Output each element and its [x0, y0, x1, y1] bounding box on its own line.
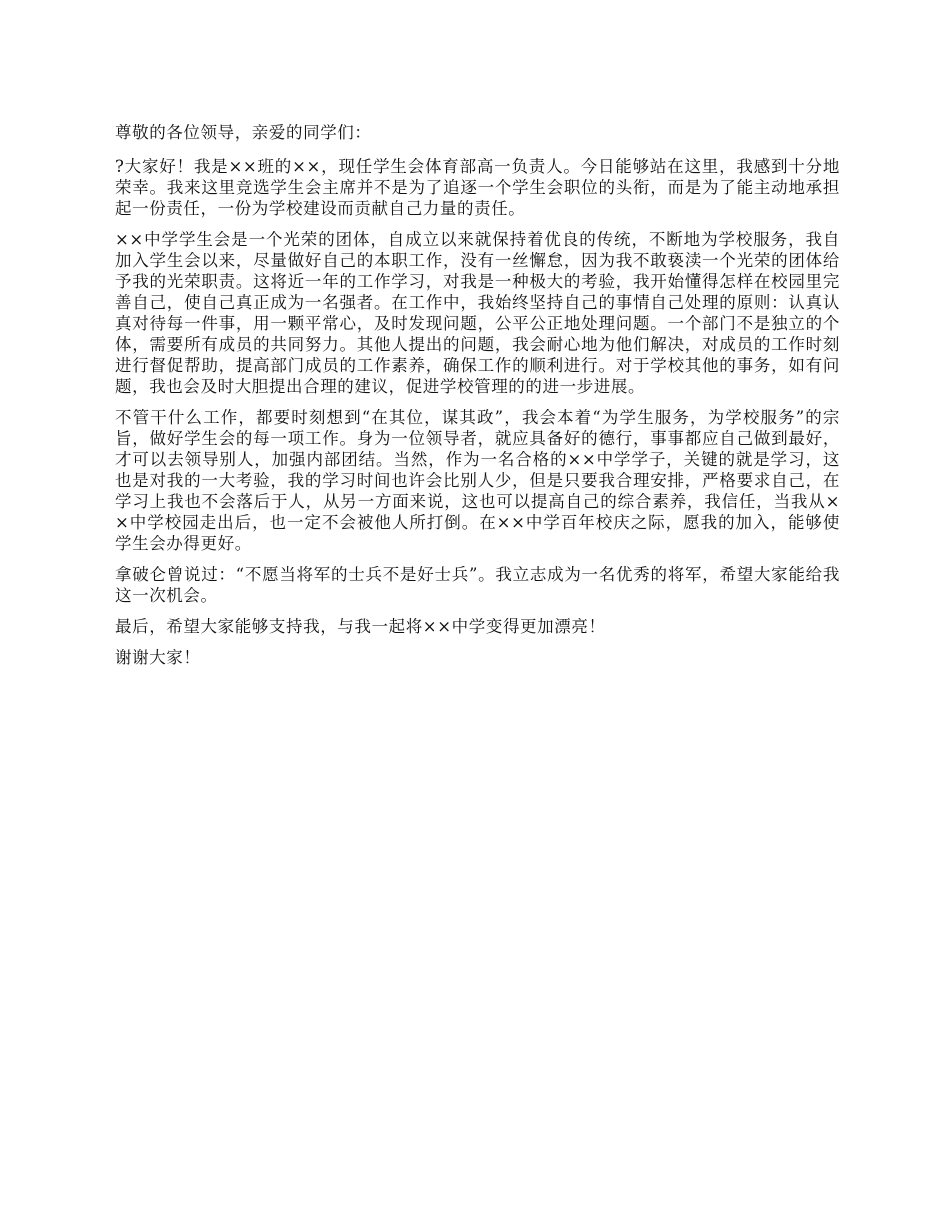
- salutation: 尊敬的各位领导，亲爱的同学们：: [115, 123, 372, 142]
- paragraph-quote: 拿破仑曾说过：“不愿当将军的士兵不是好士兵”。我立志成为一名优秀的将军，希望大家能给我这一次机会。: [115, 565, 840, 605]
- paragraph-student-union: ××中学学生会是一个光荣的团体，自成立以来就保持着优良的传统，不断地为学校服务，我自加入学生会以来，尽量做好自己的本职工作，没有一丝懈怠，因为我不敢亵渎一个光荣的团体给予我的光荣职责。这将近一年的工作学习，对我是一种极大的考验，我开始懂得怎样在校园里完善自己，使自己真正成为一名强者。在工作中，我始终坚持自己的事情自己处理的原则：认真认真对待每一件事，用一颗平常心，及时发现问题，公平公正地处理问题。一个部门不是独立的个体，需要所有成员的共同努力。其他人提出的问题，我会耐心地为他们解决，对成员的工作时刻进行督促帮助，提高部门成员的工作素养，确保工作的顺利进行。对于学校其他的事务，如有问题，我也会及时大胆提出合理的建议，促进学校管理的的进一步进展。: [115, 230, 840, 396]
- document-page: [115, 122, 840, 678]
- paragraph-thanks: 谢谢大家！: [115, 648, 201, 667]
- paragraph-closing: 最后，希望大家能够支持我，与我一起将××中学变得更加漂亮！: [115, 617, 606, 636]
- paragraph-intro: ?大家好！我是××班的××，现任学生会体育部高一负责人。今日能够站在这里，我感到十分地荣幸。我来这里竞选学生会主席并不是为了追逐一个学生会职位的头衔，而是为了能主动地承担起一份责任，一份为学校建设而贡献自己力量的责任。: [115, 157, 840, 218]
- paragraph-commitment: 不管干什么工作，都要时刻想到“在其位，谋其政”，我会本着“为学生服务，为学校服务”的宗旨，做好学生会的每一项工作。身为一位领导者，就应具备好的德行，事事都应自己做到最好，才可以去领导别人，加强内部团结。当然，作为一名合格的××中学学子，关键的就是学习，这也是对我的一大考验，我的学习时间也许会比别人少，但是只要我合理安排，严格要求自己，在学习上我也不会落后于人，从另一方面来说，这也可以提高自己的综合素养，我信任，当我从××中学校园走出后，也一定不会被他人所打倒。在××中学百年校庆之际，愿我的加入，能够使学生会办得更好。: [115, 408, 840, 553]
